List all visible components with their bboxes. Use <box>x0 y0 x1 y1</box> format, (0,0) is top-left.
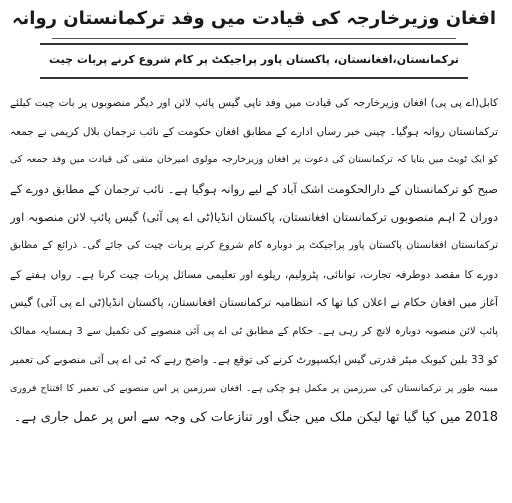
body-line: آغاز میں افغان حکام نے اعلان کیا تھا کہ انتظامیہ ترکمانستان افغانستان، پاکستان انڈیا(ٹی اے پی آئی) گیس <box>10 296 498 310</box>
body-line: دوران 2 اہم منصوبوں ترکمانستان افغانستان، پاکستان انڈیا(ٹی اے پی آئی) گیس پائپ لائن منصوبہ اور <box>10 210 498 225</box>
body-line: کابل(اے پی پی) افغان وزیرخارجہ کی قیادت میں وفد تاپی گیس پائپ لائن اور دیگر منصوبوں پر بات چیت کیلئے <box>10 97 498 109</box>
body-line: کو ایک ٹویٹ میں بتایا کہ ترکمانستان کی دعوت پر افغان وزیرخارجہ مولوی امیرخان متقی کی قیادت میں وفد جمعہ کی <box>10 154 498 166</box>
body-line: مبینہ طور پر ترکمانستان کی سرزمین پر مکمل ہو چکی ہے۔ افغان سرزمین پر اس منصوبے کی تعمیر کا افتتاح فروری <box>10 382 498 394</box>
headline: افغان وزیرخارجہ کی قیادت میں وفد ترکمانستان روانہ <box>11 8 496 29</box>
article-body <box>10 89 498 432</box>
body-line: ترکمانستان روانہ ہوگیا۔ چینی خبر رساں ادارے کے مطابق افغان حکومت کے نائب ترجمان بلال کریمی نے جمعہ <box>10 125 498 138</box>
body-line: دورے کا مقصد دوطرفہ تجارت، توانائی، پٹرولیم، ریلوے اور تعلیمی مسائل پربات چیت کرنا ہے۔ رواں ہفتے کے <box>10 268 498 281</box>
body-line: کو 33 بلین کیوبک میٹر قدرتی گیس ایکسپورٹ کرنے کی توقع ہے۔ واضح رہے کہ ٹی اے پی آئی منصوبے کی تعمیر <box>10 354 498 367</box>
body-line: ترکمانستان افغانستان پاکستان پاور پراجیکٹ پر دوبارہ کام شروع کرنے پربات چیت کی جائے گی۔ ذرائع کے مطابق <box>10 239 498 251</box>
subheadline: ترکمانستان،افغانستان، پاکستان پاور پراجیکٹ پر کام شروع کرنے پربات چیت <box>40 43 468 79</box>
headline-divider <box>52 38 456 39</box>
body-line: پائپ لائن منصوبہ دوبارہ لانچ کر رہی ہے۔ حکام کے مطابق ٹی اے پی آئی منصوبے کی تکمیل سے 3 ہمسایہ ممالک <box>10 325 498 337</box>
body-line: صبح کو ترکمانستان کے دارالحکومت اشک آباد کے لیے روانہ ہوگیا ہے۔ نائب ترجمان کے مطابق دورے کے <box>10 181 498 196</box>
body-line: 2018 میں کیا گیا تھا لیکن ملک میں جنگ اور تنازعات کی وجہ سے اس پر عمل جاری ہے۔ <box>13 409 498 425</box>
